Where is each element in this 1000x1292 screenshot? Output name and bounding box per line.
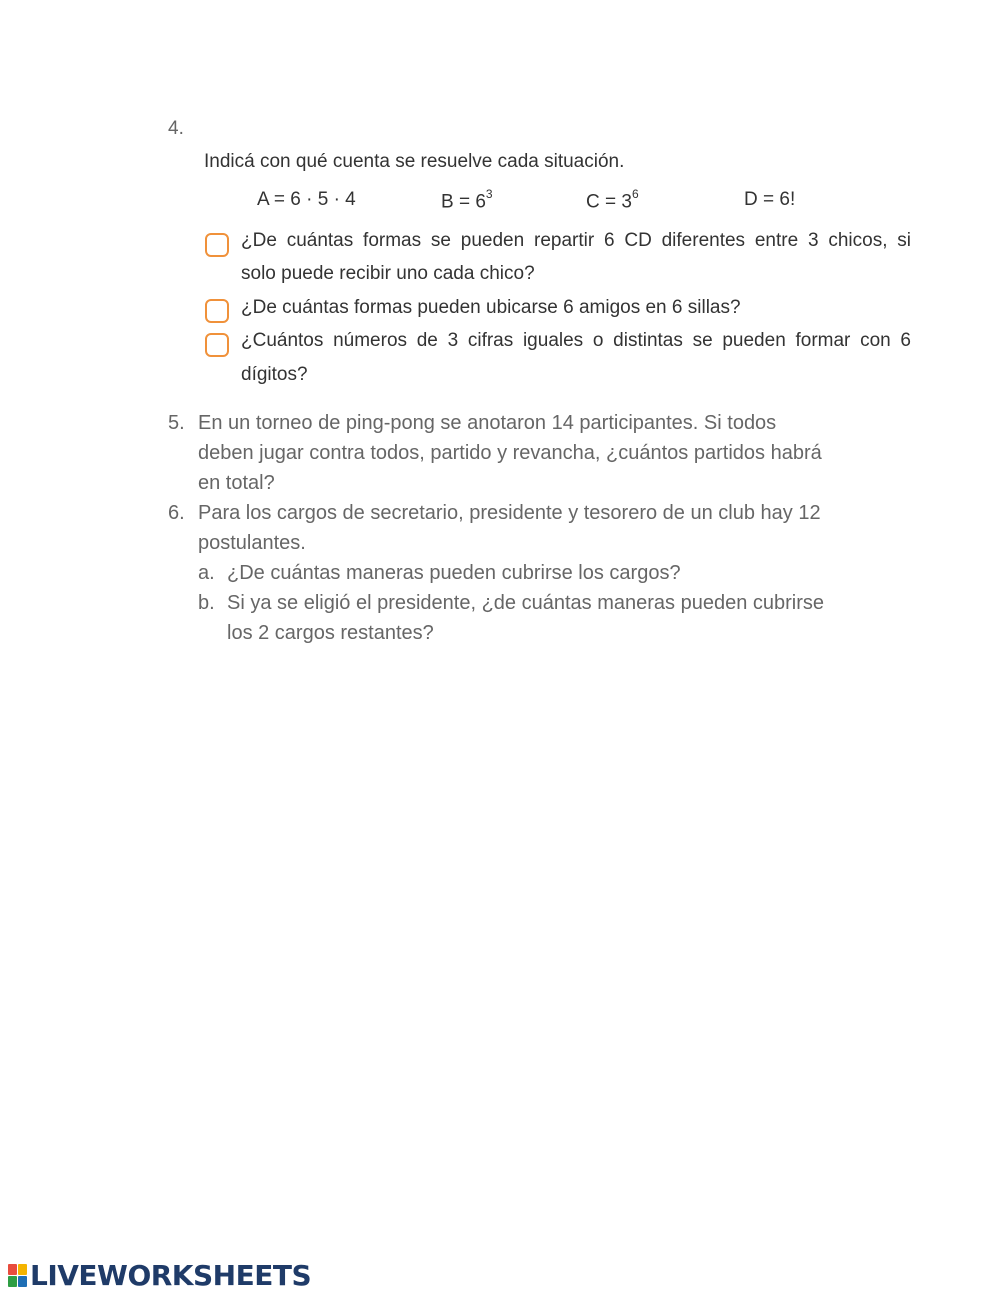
answer-box-2[interactable] — [205, 299, 229, 323]
question-4-instruction: Indicá con qué cuenta se resuelve cada situación. — [204, 151, 625, 172]
item-1-line-1: ¿De cuántas formas se pueden repartir 6 CD diferentes entre 3 chicos, si — [241, 230, 911, 251]
liveworksheets-logo — [8, 1259, 311, 1292]
question-6a-label: a. — [198, 562, 215, 584]
question-6b-label: b. — [198, 592, 215, 614]
answer-box-1[interactable] — [205, 233, 229, 257]
question-5-line-1: En un torneo de ping-pong se anotaron 14 participantes. Si todos — [198, 412, 777, 434]
question-6-number: 6. — [168, 502, 185, 524]
question-6a-text: ¿De cuántas maneras pueden cubrirse los cargos? — [227, 562, 681, 584]
formula-b: $B = 6^3$ — [441, 187, 493, 213]
question-4-number: 4. — [168, 118, 184, 139]
item-3-line-1: ¿Cuántos números de 3 cifras iguales o distintas se pueden formar con 6 — [241, 330, 911, 351]
item-3-line-2: dígitos? — [241, 364, 308, 385]
logo-text: LIVEWORKSHEETS — [30, 1259, 312, 1292]
question-6b-line-2: los 2 cargos restantes? — [227, 622, 434, 644]
formula-c-exponent: 6 — [631, 187, 639, 201]
question-5-line-2: deben jugar contra todos, partido y revancha, ¿cuántos partidos habrá — [198, 442, 822, 464]
question-5-number: 5. — [168, 412, 185, 434]
formula-a: A = 6 · 5 · 4 — [257, 189, 356, 210]
question-6-line-1: Para los cargos de secretario, presidente y tesorero de un club hay 12 — [198, 502, 821, 524]
formula-d: D = 6! — [744, 189, 796, 210]
logo-mark-icon — [8, 1264, 27, 1287]
formula-c: $C = 3^6$ — [586, 187, 639, 213]
question-6-line-2: postulantes. — [198, 532, 306, 554]
question-6b-line-1: Si ya se eligió el presidente, ¿de cuántas maneras pueden cubrirse — [227, 592, 825, 614]
answer-box-3[interactable] — [205, 333, 229, 357]
item-2-line-1: ¿De cuántas formas pueden ubicarse 6 amigos en 6 sillas? — [241, 297, 741, 318]
question-5-line-3: en total? — [198, 472, 275, 494]
item-1-line-2: solo puede recibir uno cada chico? — [241, 263, 535, 284]
formula-b-exponent: 3 — [485, 187, 493, 201]
